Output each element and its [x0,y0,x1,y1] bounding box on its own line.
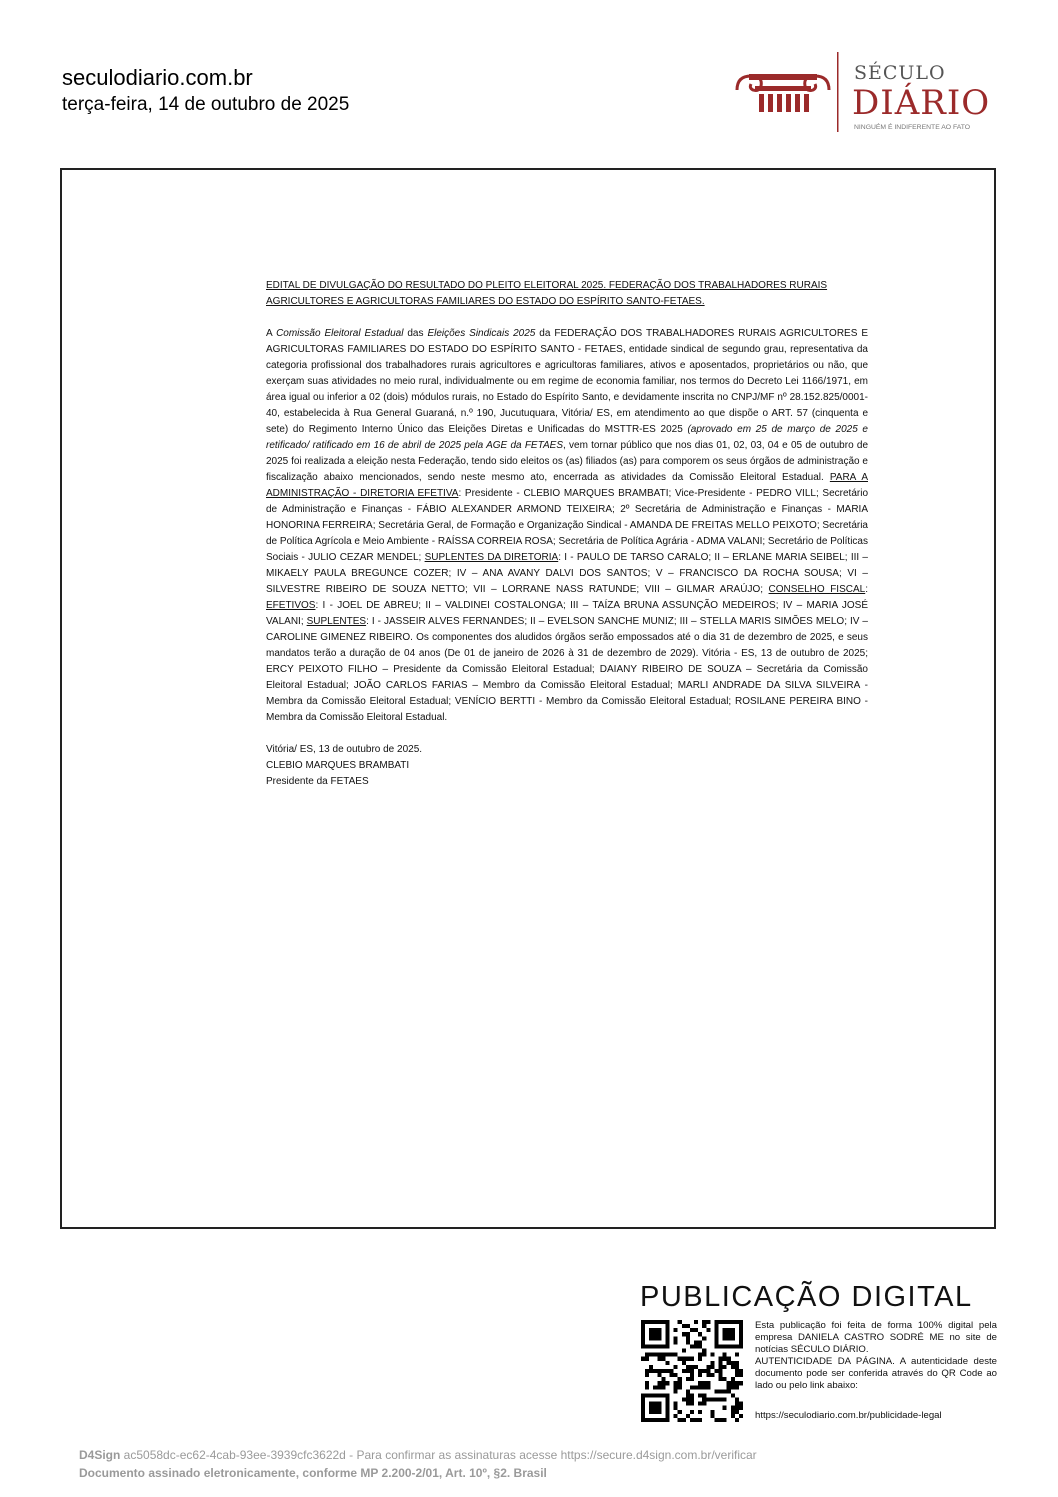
site-url: seculodiario.com.br [62,65,253,90]
italic-run: Comissão Eleitoral Estadual [276,328,404,339]
body-run: : I - PAULO DE TARSO CARALO; II – ERLANE MARIA SEIBEL; III – MIKAELY PAULA BREGUNCE COZER; IV – ANA AVANY DALVI DOS SANTOS; V – FRANCISCO DA ROCHA SOUSA; VI – SILVESTRE RIBEIRO DE SOUZA NETTO; VII – LORRANE NASS RATUNDE; VIII – GILMAR ARAÚJO; [266,552,868,595]
section-heading: SUPLENTES DA DIRETORIA [424,552,559,563]
d4sign-hash[interactable]: ac5058dc-ec62-4cab-93ee-3939cfc3622d - Para confirmar as assinaturas acesse https://secure.d4sign.com.br/verificar [120,1448,757,1462]
column-capital-icon [737,74,829,112]
logo-line1: SÉCULO [854,62,946,84]
signature-place-date: Vitória/ ES, 13 de outubro de 2025. [266,744,423,755]
body-run: : [865,584,868,595]
logo-line2: DIÁRIO [852,83,991,123]
section-heading: PARA A ADMINISTRAÇÃO - DIRETORIA EFETIVA [266,472,868,499]
signature-name: CLEBIO MARQUES BRAMBATI [266,760,410,771]
edital-title: EDITAL DE DIVULGAÇÃO DO RESULTADO DO PLEITO ELEITORAL 2025. FEDERAÇÃO DOS TRABALHADORES RURAIS AGRICULTORES E AGRICULTORAS FAMILIARES DO ESTADO DO ESPÍRITO SANTO-FETAES. [266,280,828,307]
section-heading: SUPLENTES [306,616,367,627]
section-heading: CONSELHO FISCAL [768,584,866,595]
body-run: : I - JOEL DE ABREU; II – VALDINEI COSTALONGA; III – TAÍZA BRUNA ASSUNÇÃO MEDEIROS; IV – MARIA JOSÉ VALANI; [266,600,868,627]
publication-text-1: Esta publicação foi feita de forma 100% digital pela empresa DANIELA CASTRO SODRÉ ME no site de notícias SÉCULO DIÁRIO. [755,1320,997,1355]
seculo-diario-logo [733,50,1003,136]
edital-content [266,278,868,790]
body-run: : Presidente - CLEBIO MARQUES BRAMBATI; Vice-Presidente - PEDRO VILL; Secretário de Administração e Finanças - FÁBIO ALEXANDER ARMOND TEIXEIRA; 2º Secretária de Administração e Finanças - MARIA HONORINA FERREIRA; Secretária Geral, de Formação e Organização Sindical - AMANDA DE FREITAS MELLO PEIXOTO; Secretária de Política Agrícola e Meio Ambiente - RAÍSSA CORREIA ROSA; Secretária de Política Agrária - ADMA VALANI; Secretário de Políticas Sociais - JULIO CEZAR MENDEL; [266,488,869,563]
d4sign-hash-line [79,1446,757,1464]
d4sign-legal: Documento assinado eletronicamente, conforme MP 2.200-2/01, Art. 10º, §2. Brasil [79,1466,547,1480]
edital-signature [266,742,868,790]
qr-code-icon[interactable] [641,1320,743,1422]
body-run: : I - JASSEIR ALVES FERNANDES; II – EVELSON SANCHE MUNIZ; III – STELLA MARIS SIMÕES MELO; IV – CAROLINE GIMENEZ RIBEIRO. Os componentes dos aludidos órgãos serão empossados até o dia 31 de dezembro de 2025, e seus mandatos terão a duração de 04 anos (De 01 de janeiro de 2026 à 31 de dezembro de 2029). Vitória - ES, 13 de outubro de 2025; ERCY PEIXOTO FILHO – Presidente da Comissão Eleitoral Estadual; DAIANY RIBEIRO DE SOUZA – Secretária da Comissão Eleitoral Estadual; JOÃO CARLOS FARIAS – Membro da Comissão Eleitoral Estadual; MARLI ANDRADE DA SILVA SILVEIRA - Membra da Comissão Eleitoral Estadual; VENÍCIO BERTTI - Membro da Comissão Eleitoral Estadual; ROSILANE PEREIRA BINO - Membra da Comissão Eleitoral Estadual. [266,616,868,723]
section-heading: EFETIVOS [266,600,316,611]
italic-run: (aprovado em 25 de março de 2025 e retificado/ ratificado em 16 de abril de 2025 pela AGE da FETAES [266,424,868,451]
body-run: A [266,328,277,339]
body-run: das [403,328,428,339]
publication-date: terça-feira, 14 de outubro de 2025 [62,94,350,115]
italic-run: Eleições Sindicais 2025 [427,328,536,339]
body-run: da FEDERAÇÃO DOS TRABALHADORES RURAIS AGRICULTORES E AGRICULTORAS FAMILIARES DO ESTADO DO ESPÍRITO SANTO - FETAES, entidade sindical de segundo grau, representativa da categoria profissional dos trabalhadores rurais agricultores e agricultoras familiares, ativos e aposentados, proprietários ou não, que exerçam suas atividades no meio rural, individualmente ou em regime de economia familiar, nos termos do Decreto Lei 1166/1971, em área igual ou inferior a 02 (dois) módulos rurais, no Estado do Espírito Santo, e devidamente inscrita no CNPJ/MF nº 28.152.825/0001-40, estabelecida à Rua General Guaraná, n.º 190, Jucutuquara, Vitória/ ES, em atendimento ao que dispõe o ART. 57 (cinquenta e sete) do Regimento Interno Único das Eleições Diretas e Unificadas do MSTTR-ES 2025 [266,328,868,435]
publication-link[interactable]: https://seculodiario.com.br/publicidade-legal [755,1410,942,1421]
d4sign-footer [79,1446,757,1482]
publication-text [755,1320,997,1392]
signature-role: Presidente da FETAES [266,776,369,787]
body-run: , vem tornar público que nos dias 01, 02, 03, 04 e 05 de outubro de 2025 foi realizada a eleição nesta Federação, tendo sido eleitos os (as) filiados (as) para comporem os seus órgãos de administração e fiscalização abaixo mencionados, sendo neste mesmo ato, encerrada as atividades da Comissão Eleitoral Estadual. [266,440,868,483]
logo-tagline: NINGUÉM É INDIFERENTE AO FATO [854,124,971,131]
edital-body [266,326,868,726]
publication-text-2: AUTENTICIDADE DA PÁGINA. A autenticidade deste documento pode ser conferida através do QR Code ao lado ou pelo link abaixo: [755,1356,997,1391]
d4sign-brand: D4Sign [79,1448,121,1462]
publication-heading: PUBLICAÇÃO DIGITAL [640,1281,973,1313]
